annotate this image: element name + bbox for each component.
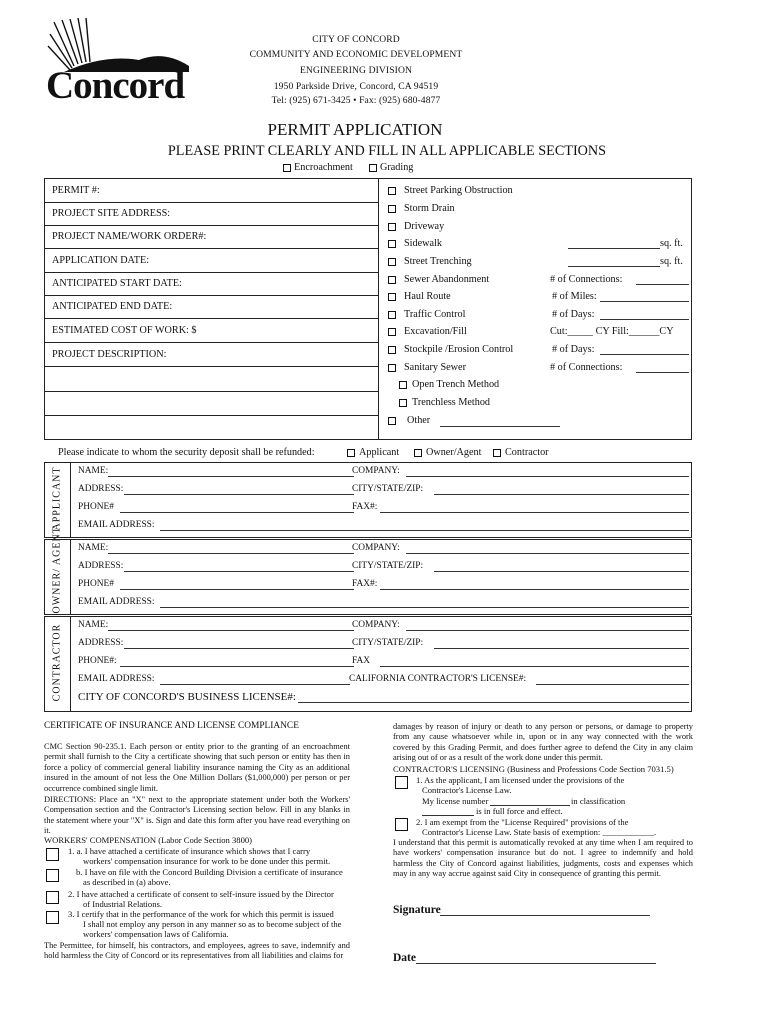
other-label: Other bbox=[407, 415, 431, 426]
email-label: EMAIL ADDRESS: bbox=[78, 520, 155, 530]
open-trench-checkbox[interactable] bbox=[399, 381, 407, 389]
contractor-side-divider bbox=[70, 616, 71, 712]
work-item-input-line[interactable] bbox=[636, 284, 689, 285]
refund-owner-label: Owner/Agent bbox=[426, 447, 482, 458]
business-license-input-line[interactable] bbox=[298, 702, 689, 703]
company-input-line[interactable] bbox=[406, 630, 689, 631]
wc-1b-text: b. I have on file with the Concord Building Division a certificate of insurance bbox=[76, 867, 343, 877]
header-phone: Tel: (925) 671-3425 • Fax: (925) 680-4877 bbox=[271, 95, 441, 106]
phone-label: PHONE# bbox=[78, 502, 114, 512]
fax-label: FAX bbox=[352, 656, 371, 666]
work-item-input-line[interactable] bbox=[600, 319, 689, 320]
work-item-extra: Cut:_____ CY Fill:______CY bbox=[550, 326, 674, 337]
name-label: NAME: bbox=[78, 466, 109, 476]
classification-line[interactable] bbox=[422, 815, 474, 816]
work-item-label: Driveway bbox=[404, 221, 445, 232]
work-item-checkbox[interactable] bbox=[388, 258, 396, 266]
work-item-extra: sq. ft. bbox=[660, 256, 683, 267]
address-label: ADDRESS: bbox=[78, 561, 124, 571]
city-input-line[interactable] bbox=[434, 648, 689, 649]
city-input-line[interactable] bbox=[434, 571, 689, 572]
column-divider bbox=[378, 178, 379, 440]
header-address: 1950 Parkside Drive, Concord, CA 94519 bbox=[273, 81, 439, 92]
header-division: ENGINEERING DIVISION bbox=[299, 65, 413, 76]
field-label: PERMIT #: bbox=[52, 185, 100, 196]
field-row-divider bbox=[44, 248, 378, 249]
cl-2-text-2: Contractor's License Law. State basis of exemption: ____________. bbox=[422, 827, 657, 837]
contractor-side-label: CONTRACTOR bbox=[51, 623, 63, 702]
cl-2-checkbox[interactable] bbox=[395, 818, 408, 831]
work-item-label: Haul Route bbox=[404, 291, 451, 302]
trenchless-label: Trenchless Method bbox=[412, 397, 491, 408]
fax-label: FAX#: bbox=[352, 502, 378, 512]
work-item-extra: # of Miles: bbox=[552, 291, 597, 302]
refund-prompt: Please indicate to whom the security deposit shall be refunded: bbox=[58, 447, 315, 458]
fax-input-line[interactable] bbox=[380, 512, 689, 513]
wc-2-text: 2. I have attached a certificate of consent to self-insure issued by the Director bbox=[68, 889, 334, 899]
wc-1a-checkbox[interactable] bbox=[46, 848, 59, 861]
field-row-divider bbox=[44, 391, 378, 392]
refund-contractor-checkbox[interactable] bbox=[493, 449, 501, 457]
company-label: COMPANY: bbox=[352, 466, 400, 476]
business-license-label: CITY OF CONCORD'S BUSINESS LICENSE#: bbox=[78, 691, 296, 703]
phone-input-line[interactable] bbox=[120, 512, 354, 513]
email-input-line[interactable] bbox=[160, 684, 350, 685]
work-item-checkbox[interactable] bbox=[388, 364, 396, 372]
city-label: CITY/STATE/ZIP: bbox=[352, 561, 424, 571]
cl-1-checkbox[interactable] bbox=[395, 776, 408, 789]
signature-line[interactable] bbox=[440, 915, 650, 916]
field-label: APPLICATION DATE: bbox=[52, 255, 150, 266]
wc-heading: WORKERS' COMPENSATION (Labor Code Section 3800) bbox=[44, 835, 253, 845]
owner-side-divider bbox=[70, 539, 71, 615]
name-input-line[interactable] bbox=[108, 476, 354, 477]
date-line[interactable] bbox=[416, 963, 656, 964]
wc-2-checkbox[interactable] bbox=[46, 891, 59, 904]
refund-applicant-checkbox[interactable] bbox=[347, 449, 355, 457]
work-item-input-line[interactable] bbox=[636, 372, 689, 373]
cl-2-text: 2. I am exempt from the "License Required" provisions of the bbox=[416, 817, 629, 827]
address-label: ADDRESS: bbox=[78, 484, 124, 494]
company-input-line[interactable] bbox=[406, 476, 689, 477]
phone-label: PHONE#: bbox=[78, 656, 117, 666]
cl-1-class-label: in classification bbox=[571, 796, 626, 806]
work-item-checkbox[interactable] bbox=[388, 311, 396, 319]
work-item-checkbox[interactable] bbox=[388, 205, 396, 213]
work-item-input-line[interactable] bbox=[600, 301, 689, 302]
work-item-checkbox[interactable] bbox=[388, 328, 396, 336]
field-row-divider bbox=[44, 366, 378, 367]
address-input-line[interactable] bbox=[124, 648, 354, 649]
phone-label: PHONE# bbox=[78, 579, 114, 589]
work-item-label: Sewer Abandonment bbox=[404, 274, 490, 285]
field-row-divider bbox=[44, 295, 378, 296]
grading-checkbox[interactable] bbox=[369, 164, 377, 172]
cl-1-text: 1. As the applicant, I am licensed under the provisions of the bbox=[416, 775, 625, 785]
grading-label: Grading bbox=[380, 162, 414, 173]
wc-3-text-2: I shall not employ any person in any manner so as to become subject of the bbox=[83, 919, 342, 929]
wc-1a-text-2: workers' compensation insurance for work to be done under this permit. bbox=[83, 856, 331, 866]
wc-3-text: 3. I certify that in the performance of the work for which this permit is issued bbox=[68, 909, 334, 919]
page-title: PERMIT APPLICATION bbox=[267, 120, 443, 139]
wc-1b-checkbox[interactable] bbox=[46, 869, 59, 882]
fax-label: FAX#: bbox=[352, 579, 378, 589]
company-label: COMPANY: bbox=[352, 543, 400, 553]
work-item-label: Street Parking Obstruction bbox=[404, 185, 513, 196]
certificate-heading: CERTIFICATE OF INSURANCE AND LICENSE COMPLIANCE bbox=[44, 721, 299, 731]
directions-text: DIRECTIONS: Place an "X" next to the appropriate statement under both the Workers' Compensation section and the Contractor's Licensing section below. Fill in any blanks in the statement where your "X" is. Sign and date this form after you have read everything on it. bbox=[44, 795, 350, 836]
field-label: ANTICIPATED END DATE: bbox=[52, 301, 173, 312]
work-item-label: Sanitary Sewer bbox=[404, 362, 466, 373]
company-input-line[interactable] bbox=[406, 553, 689, 554]
work-item-extra: # of Connections: bbox=[550, 274, 623, 285]
phone-input-line[interactable] bbox=[120, 666, 354, 667]
refund-applicant-label: Applicant bbox=[359, 447, 400, 458]
license-label: CALIFORNIA CONTRACTOR'S LICENSE#: bbox=[349, 674, 527, 684]
sq-ft-input-line[interactable] bbox=[568, 266, 660, 267]
wc-3-text-3: workers' compensation laws of California. bbox=[83, 929, 229, 939]
work-item-checkbox[interactable] bbox=[388, 240, 396, 248]
applicant-side-label: APPLICANT bbox=[51, 466, 63, 531]
email-label: EMAIL ADDRESS: bbox=[78, 597, 155, 607]
work-item-checkbox[interactable] bbox=[388, 293, 396, 301]
other-checkbox[interactable] bbox=[388, 417, 396, 425]
damages-text: damages by reason of injury or death to any person or persons, or damage to property from any cause whatsoever while in, upon or in any way connected with the work covered by this Grading Permit, and does further agree to defend the City in any claim arising out of or as a result of the work done under this permit. bbox=[393, 722, 693, 763]
work-item-checkbox[interactable] bbox=[388, 187, 396, 195]
work-item-checkbox[interactable] bbox=[388, 223, 396, 231]
field-label: ESTIMATED COST OF WORK: $ bbox=[52, 325, 197, 336]
applicant-side-divider bbox=[70, 462, 71, 538]
date-label: Date bbox=[393, 952, 416, 964]
header-department: COMMUNITY AND ECONOMIC DEVELOPMENT bbox=[249, 49, 463, 60]
field-label: ANTICIPATED START DATE: bbox=[52, 278, 182, 289]
understand-text: I understand that this permit is automatically revoked at any time when I am required to have workers' compensation insurance but do not. I agree to indemnify and hold harmless the City of Concord against liabilities, judgments, costs and expenses which may in any way accrue against said City in consequence of granting this permit. bbox=[393, 838, 693, 879]
work-item-input-line[interactable] bbox=[600, 354, 689, 355]
encroachment-label: Encroachment bbox=[294, 162, 353, 173]
open-trench-label: Open Trench Method bbox=[412, 379, 500, 390]
cl-1-license-label: My license number bbox=[422, 796, 489, 806]
name-label: NAME: bbox=[78, 543, 109, 553]
email-label: EMAIL ADDRESS: bbox=[78, 674, 155, 684]
cl-1-text-4: is in full force and effect. bbox=[476, 806, 563, 816]
signature-label: Signature bbox=[393, 904, 441, 916]
field-row-divider bbox=[44, 318, 378, 319]
field-row-divider bbox=[44, 202, 378, 203]
fax-input-line[interactable] bbox=[380, 589, 689, 590]
license-input-line[interactable] bbox=[536, 684, 689, 685]
phone-input-line[interactable] bbox=[120, 589, 354, 590]
wc-1b-text-2: as described in (a) above. bbox=[83, 877, 171, 887]
field-row-divider bbox=[44, 342, 378, 343]
work-item-label: Storm Drain bbox=[404, 203, 455, 214]
cl-1-text-2: Contractor's License Law. bbox=[422, 785, 512, 795]
field-label: PROJECT DESCRIPTION: bbox=[52, 349, 167, 360]
work-item-extra: sq. ft. bbox=[660, 238, 683, 249]
work-item-extra: # of Days: bbox=[552, 344, 595, 355]
work-item-label: Sidewalk bbox=[404, 238, 442, 249]
work-item-label: Street Trenching bbox=[404, 256, 472, 267]
work-item-label: Traffic Control bbox=[404, 309, 466, 320]
work-item-checkbox[interactable] bbox=[388, 346, 396, 354]
field-row-divider bbox=[44, 415, 378, 416]
wc-3-checkbox[interactable] bbox=[46, 911, 59, 924]
page-subtitle: PLEASE PRINT CLEARLY AND FILL IN ALL APPLICABLE SECTIONS bbox=[167, 143, 607, 159]
permit-number-input[interactable] bbox=[200, 186, 370, 200]
other-line[interactable] bbox=[440, 426, 560, 427]
city-input-line[interactable] bbox=[434, 494, 689, 495]
email-input-line[interactable] bbox=[160, 607, 689, 608]
trenchless-checkbox[interactable] bbox=[399, 399, 407, 407]
owner-side-label: OWNER/ AGENT bbox=[51, 526, 63, 614]
company-label: COMPANY: bbox=[352, 620, 400, 630]
field-row-divider bbox=[44, 225, 378, 226]
name-label: NAME: bbox=[78, 620, 109, 630]
field-row-divider bbox=[44, 272, 378, 273]
refund-owner-checkbox[interactable] bbox=[414, 449, 422, 457]
permittee-text: The Permittee, for himself, his contractors, and employees, agrees to save, indemnify and hold harmless the City of Concord or its representatives from all liabilities and claims for bbox=[44, 941, 350, 961]
work-item-extra: # of Days: bbox=[552, 309, 595, 320]
email-input-line[interactable] bbox=[160, 530, 689, 531]
work-item-checkbox[interactable] bbox=[388, 276, 396, 284]
encroachment-checkbox[interactable] bbox=[283, 164, 291, 172]
logo-wordmark: Concord bbox=[46, 64, 185, 107]
name-input-line[interactable] bbox=[108, 630, 354, 631]
sq-ft-input-line[interactable] bbox=[568, 248, 660, 249]
city-label: CITY/STATE/ZIP: bbox=[352, 638, 424, 648]
address-input-line[interactable] bbox=[124, 494, 354, 495]
cl-heading: CONTRACTOR'S LICENSING (Business and Professions Code Section 7031.5) bbox=[393, 764, 674, 774]
work-item-label: Stockpile /Erosion Control bbox=[404, 344, 514, 355]
refund-contractor-label: Contractor bbox=[505, 447, 549, 458]
address-label: ADDRESS: bbox=[78, 638, 124, 648]
cmc-text: CMC Section 90-235.1. Each person or entity prior to the granting of an encroachment permit shall furnish to the City a certificate showing that such person or entity has then in force a policy of commercial general liability insurance naming the City as an additional insured in the amount of not less the One Million Dollars ($1,000,000) per person or per occurrence combined single limit. bbox=[44, 742, 350, 793]
field-label: PROJECT NAME/WORK ORDER#: bbox=[52, 231, 207, 242]
address-input-line[interactable] bbox=[124, 571, 354, 572]
city-label: CITY/STATE/ZIP: bbox=[352, 484, 424, 494]
work-item-label: Excavation/Fill bbox=[404, 326, 467, 337]
header-city: CITY OF CONCORD bbox=[312, 34, 400, 45]
name-input-line[interactable] bbox=[108, 553, 354, 554]
wc-1a-text: 1. a. I have attached a certificate of insurance which shows that I carry bbox=[68, 846, 311, 856]
wc-2-text-2: of Industrial Relations. bbox=[83, 899, 163, 909]
field-label: PROJECT SITE ADDRESS: bbox=[52, 208, 171, 219]
fax-input-line[interactable] bbox=[380, 666, 689, 667]
work-item-extra: # of Connections: bbox=[550, 362, 623, 373]
